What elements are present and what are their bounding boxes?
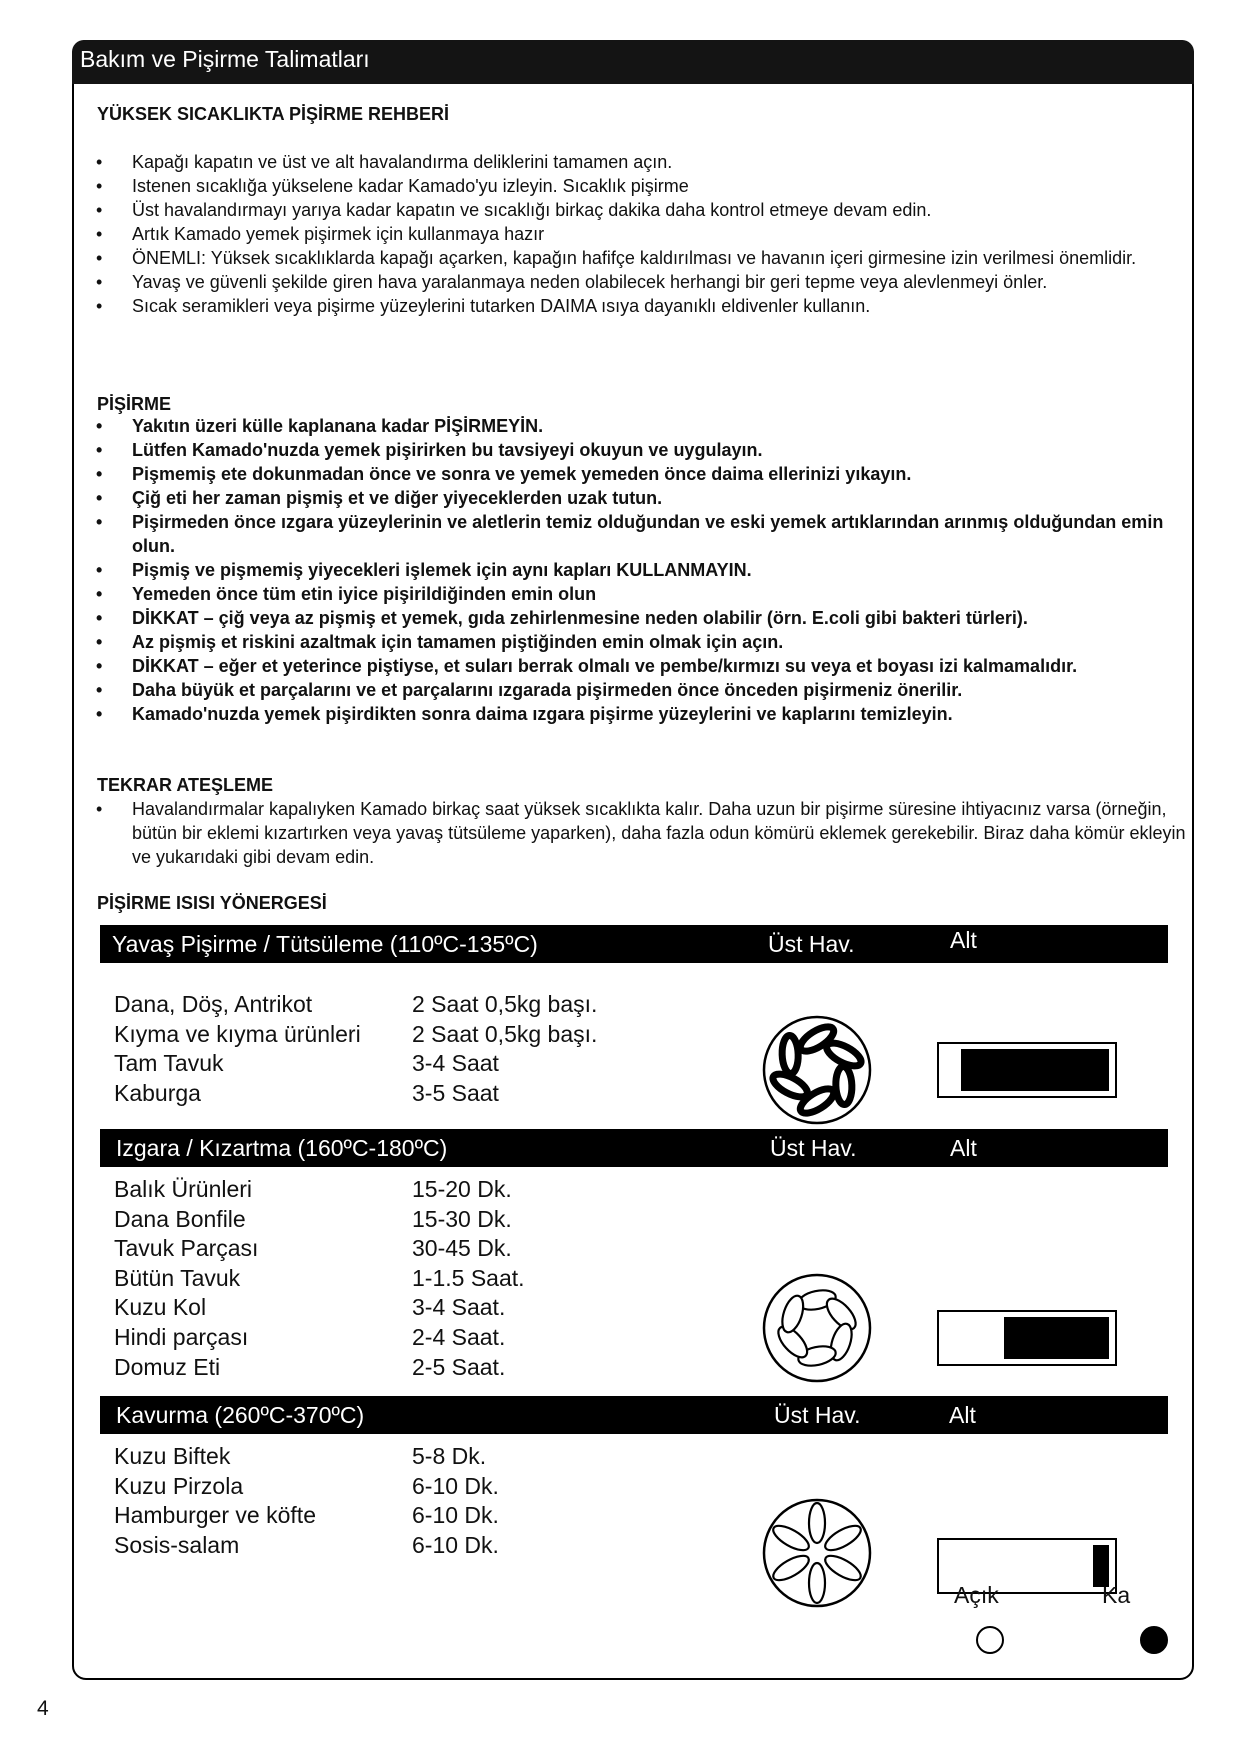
bottom-vent-label: Alt <box>950 1135 977 1161</box>
food-item: Kuzu Pirzola <box>114 1472 244 1499</box>
guide-rows <box>114 1175 525 1382</box>
bullet-icon: • <box>96 248 103 268</box>
guide-section-bar <box>100 1396 1168 1434</box>
food-item: Kuzu Kol <box>114 1294 207 1321</box>
list-item-text: Artık Kamado yemek pişirmek için kullanmaya hazır <box>132 224 545 244</box>
list-item <box>96 702 1186 726</box>
bullet-icon: • <box>96 416 103 436</box>
food-item: Kuzu Biftek <box>114 1443 231 1469</box>
food-item: Tam Tavuk <box>114 1050 224 1077</box>
food-item: Domuz Eti <box>114 1353 221 1380</box>
bullet-icon: • <box>96 512 103 532</box>
list-item-text: Pişirmeden önce ızgara yüzeylerinin ve aletlerin temiz olduğundan ve eski yemek artıklarından arınmış olduğundan emin olun. <box>132 512 1164 556</box>
cook-time: 15-20 Dk. <box>412 1176 512 1202</box>
table-row <box>114 1020 598 1050</box>
list-item-text: Yavaş ve güvenli şekilde giren hava yaralanmaya neden olabilecek herhangi bir geri tepme veya alevlenmeyi önler. <box>132 272 1048 292</box>
high-heat-heading: YÜKSEK SICAKLIKTA PİŞİRME REHBERİ <box>97 104 450 124</box>
table-row <box>114 1079 499 1109</box>
list-item <box>96 174 1186 198</box>
table-row <box>114 990 598 1020</box>
guide-section-title: Yavaş Pişirme / Tütsüleme (110ºC-135ºC) <box>112 931 538 957</box>
relight-heading: TEKRAR ATEŞLEME <box>97 775 274 795</box>
bullet-icon: • <box>96 464 103 484</box>
page-number: 4 <box>37 1697 49 1720</box>
bullet-icon: • <box>96 656 103 676</box>
food-item: Kaburga <box>114 1079 201 1106</box>
cook-time: 15-30 Dk. <box>412 1205 512 1232</box>
guide-section-title: Kavurma (260ºC-370ºC) <box>116 1402 365 1428</box>
bullet-icon: • <box>96 584 103 604</box>
table-row <box>114 1531 499 1561</box>
list-item <box>96 222 1186 246</box>
table-row <box>114 1353 506 1383</box>
list-item-text: DİKKAT – eğer et yeterince piştiyse, et suları berrak olmalı ve pembe/kırmızı su veya et boyası izi kalmamalıdır. <box>132 656 1078 676</box>
bottom-vent-gauge-fill <box>1093 1545 1109 1587</box>
guide-section-bar <box>100 1129 1168 1167</box>
relight-list <box>96 797 1186 869</box>
list-item <box>96 198 1186 222</box>
list-item-text: Istenen sıcaklığa yükselene kadar Kamado'yu izleyin. Sıcaklık pişirme <box>132 176 689 196</box>
cook-time: 30-45 Dk. <box>412 1235 512 1262</box>
food-item: Dana Bonfile <box>114 1205 246 1232</box>
bottom-vent-label: Alt <box>950 927 977 953</box>
vent-petal <box>809 1503 825 1543</box>
list-item-text: Çiğ eti her zaman pişmiş et ve diğer yiyeceklerden uzak tutun. <box>132 488 663 508</box>
table-row <box>114 1293 506 1323</box>
bullet-icon: • <box>96 224 103 244</box>
cook-time: 6-10 Dk. <box>412 1531 499 1558</box>
bullet-icon: • <box>96 200 103 220</box>
list-item-text: Daha büyük et parçalarını ve et parçalarını ızgarada pişirmeden önce önceden pişirmeniz önerilir. <box>132 680 963 700</box>
list-item-text: DİKKAT – çiğ veya az pişmiş et yemek, gıda zehirlenmesine neden olabilir (örn. E.coli gibi bakteri türleri). <box>132 608 1028 628</box>
table-row <box>114 1049 499 1079</box>
bullet-icon: • <box>96 152 103 172</box>
high-heat-list <box>96 150 1186 318</box>
list-item-text: Pişmiş ve pişmemiş yiyecekleri işlemek için aynı kapları KULLANMAYIN. <box>132 560 752 580</box>
cook-time: 6-10 Dk. <box>412 1472 499 1499</box>
food-item: Dana, Döş, Antrikot <box>114 991 313 1017</box>
guide-rows <box>114 990 598 1108</box>
list-item-text: Yakıtın üzeri külle kaplanana kadar PİŞİRMEYİN. <box>132 416 544 436</box>
top-vent-icon <box>761 1272 873 1384</box>
guide-rows <box>114 1442 499 1560</box>
legend-closed-label: Ka <box>1102 1582 1131 1608</box>
legend-open-circle <box>976 1626 1004 1654</box>
list-item <box>96 797 1186 869</box>
list-item-text: Havalandırmalar kapalıyken Kamado birkaç saat yüksek sıcaklıkta kalır. Daha uzun bir pişirme süresine ihtiyacınız varsa (örneğin, bütün bir eklemi kızartırken veya yavaş tütsüleme yaparken), daha fazla odun kömürü eklemek gerekebilir. Biraz daha kömür ekleyin ve yukarıdaki gibi devam edin. <box>132 799 1186 867</box>
vent-petal <box>781 1035 798 1074</box>
cooking-list <box>96 414 1186 726</box>
bullet-icon: • <box>96 608 103 628</box>
cook-time: 2 Saat 0,5kg başı. <box>412 991 598 1017</box>
bullet-icon: • <box>96 440 103 460</box>
top-vent-icon <box>761 1014 873 1126</box>
bottom-vent-label: Alt <box>949 1402 976 1428</box>
cook-time: 3-5 Saat <box>412 1079 499 1106</box>
list-item <box>96 510 1186 558</box>
bullet-icon: • <box>96 560 103 580</box>
list-item-text: Lütfen Kamado'nuzda yemek pişirirken bu tavsiyeyi okuyun ve uygulayın. <box>132 440 763 460</box>
list-item <box>96 438 1186 462</box>
list-item-text: Az pişmiş et riskini azaltmak için tamamen piştiğinden emin olmak için açın. <box>132 632 784 652</box>
cook-time: 1-1.5 Saat. <box>412 1264 525 1291</box>
food-item: Kıyma ve kıyma ürünleri <box>114 1020 361 1047</box>
cook-time: 3-4 Saat <box>412 1050 499 1077</box>
food-item: Sosis-salam <box>114 1531 240 1558</box>
cook-time: 2 Saat 0,5kg başı. <box>412 1020 598 1047</box>
bullet-icon: • <box>96 680 103 700</box>
list-item-text: Kamado'nuzda yemek pişirdikten sonra daima ızgara pişirme yüzeylerini ve kaplarını temizleyin. <box>132 704 953 724</box>
bottom-vent-gauge <box>937 1310 1117 1366</box>
cook-time: 2-5 Saat. <box>412 1353 506 1380</box>
cook-time: 5-8 Dk. <box>412 1443 487 1469</box>
guide-section-title: Izgara / Kızartma (160ºC-180ºC) <box>116 1135 448 1161</box>
page-title: Bakım ve Pişirme Talimatları <box>72 40 1194 84</box>
food-item: Bütün Tavuk <box>114 1264 241 1291</box>
guide-section-bar <box>100 925 1168 963</box>
list-item <box>96 606 1186 630</box>
table-row <box>114 1442 487 1472</box>
list-item-text: Kapağı kapatın ve üst ve alt havalandırma deliklerini tamamen açın. <box>132 152 673 172</box>
cooking-heading: PİŞİRME <box>97 394 172 414</box>
cook-time: 3-4 Saat. <box>412 1294 506 1321</box>
list-item <box>96 654 1186 678</box>
bottom-vent-gauge <box>937 1042 1117 1098</box>
guide-heading: PİŞİRME ISISI YÖNERGESİ <box>97 893 327 913</box>
top-vent-icon <box>761 1497 873 1609</box>
food-item: Hamburger ve köfte <box>114 1502 316 1529</box>
top-vent-label: Üst Hav. <box>774 1402 861 1428</box>
table-row <box>114 1472 499 1502</box>
table-row <box>114 1175 512 1205</box>
vent-petal <box>809 1563 825 1603</box>
table-row <box>114 1234 512 1264</box>
list-item <box>96 294 1186 318</box>
top-vent-label: Üst Hav. <box>770 1135 857 1161</box>
table-row <box>114 1501 499 1531</box>
list-item-text: Pişmemiş ete dokunmadan önce ve sonra ve yemek yemeden önce daima ellerinizi yıkayın. <box>132 464 912 484</box>
bullet-icon: • <box>96 632 103 652</box>
food-item: Hindi parçası <box>114 1323 249 1350</box>
bullet-icon: • <box>96 488 103 508</box>
cook-time: 6-10 Dk. <box>412 1502 499 1529</box>
legend-open-label: Açık <box>954 1582 999 1608</box>
table-row <box>114 1264 525 1294</box>
table-row <box>114 1205 512 1235</box>
top-vent-label: Üst Hav. <box>768 931 855 957</box>
bullet-icon: • <box>96 272 103 292</box>
list-item <box>96 246 1186 270</box>
list-item <box>96 486 1186 510</box>
table-row <box>114 1323 506 1353</box>
list-item <box>96 630 1186 654</box>
food-item: Balık Ürünleri <box>114 1176 253 1202</box>
list-item-text: ÖNEMLI: Yüksek sıcaklıklarda kapağı açarken, kapağın hafifçe kaldırılması ve havanın içeri girmesine izin verilmesi önemlidir. <box>132 248 1137 268</box>
legend-closed-circle <box>1140 1626 1168 1654</box>
list-item-text: Yemeden önce tüm etin iyice pişirildiğinden emin olun <box>132 584 597 604</box>
list-item <box>96 558 1186 582</box>
list-item-text: Üst havalandırmayı yarıya kadar kapatın ve sıcaklığı birkaç dakika daha kontrol etmeye devam edin. <box>132 200 932 220</box>
bullet-icon: • <box>96 176 103 196</box>
list-item <box>96 414 1186 438</box>
bullet-icon: • <box>96 799 103 819</box>
bullet-icon: • <box>96 296 103 316</box>
list-item <box>96 582 1186 606</box>
bottom-vent-gauge-fill <box>961 1049 1109 1091</box>
list-item <box>96 150 1186 174</box>
list-item-text: Sıcak seramikleri veya pişirme yüzeylerini tutarken DAIMA ısıya dayanıklı eldivenler kullanın. <box>132 296 871 316</box>
bullet-icon: • <box>96 704 103 724</box>
list-item <box>96 678 1186 702</box>
vent-petal <box>835 1066 852 1105</box>
list-item <box>96 270 1186 294</box>
bottom-vent-gauge-fill <box>1004 1317 1109 1359</box>
list-item <box>96 462 1186 486</box>
food-item: Tavuk Parçası <box>114 1235 259 1262</box>
cook-time: 2-4 Saat. <box>412 1323 506 1350</box>
